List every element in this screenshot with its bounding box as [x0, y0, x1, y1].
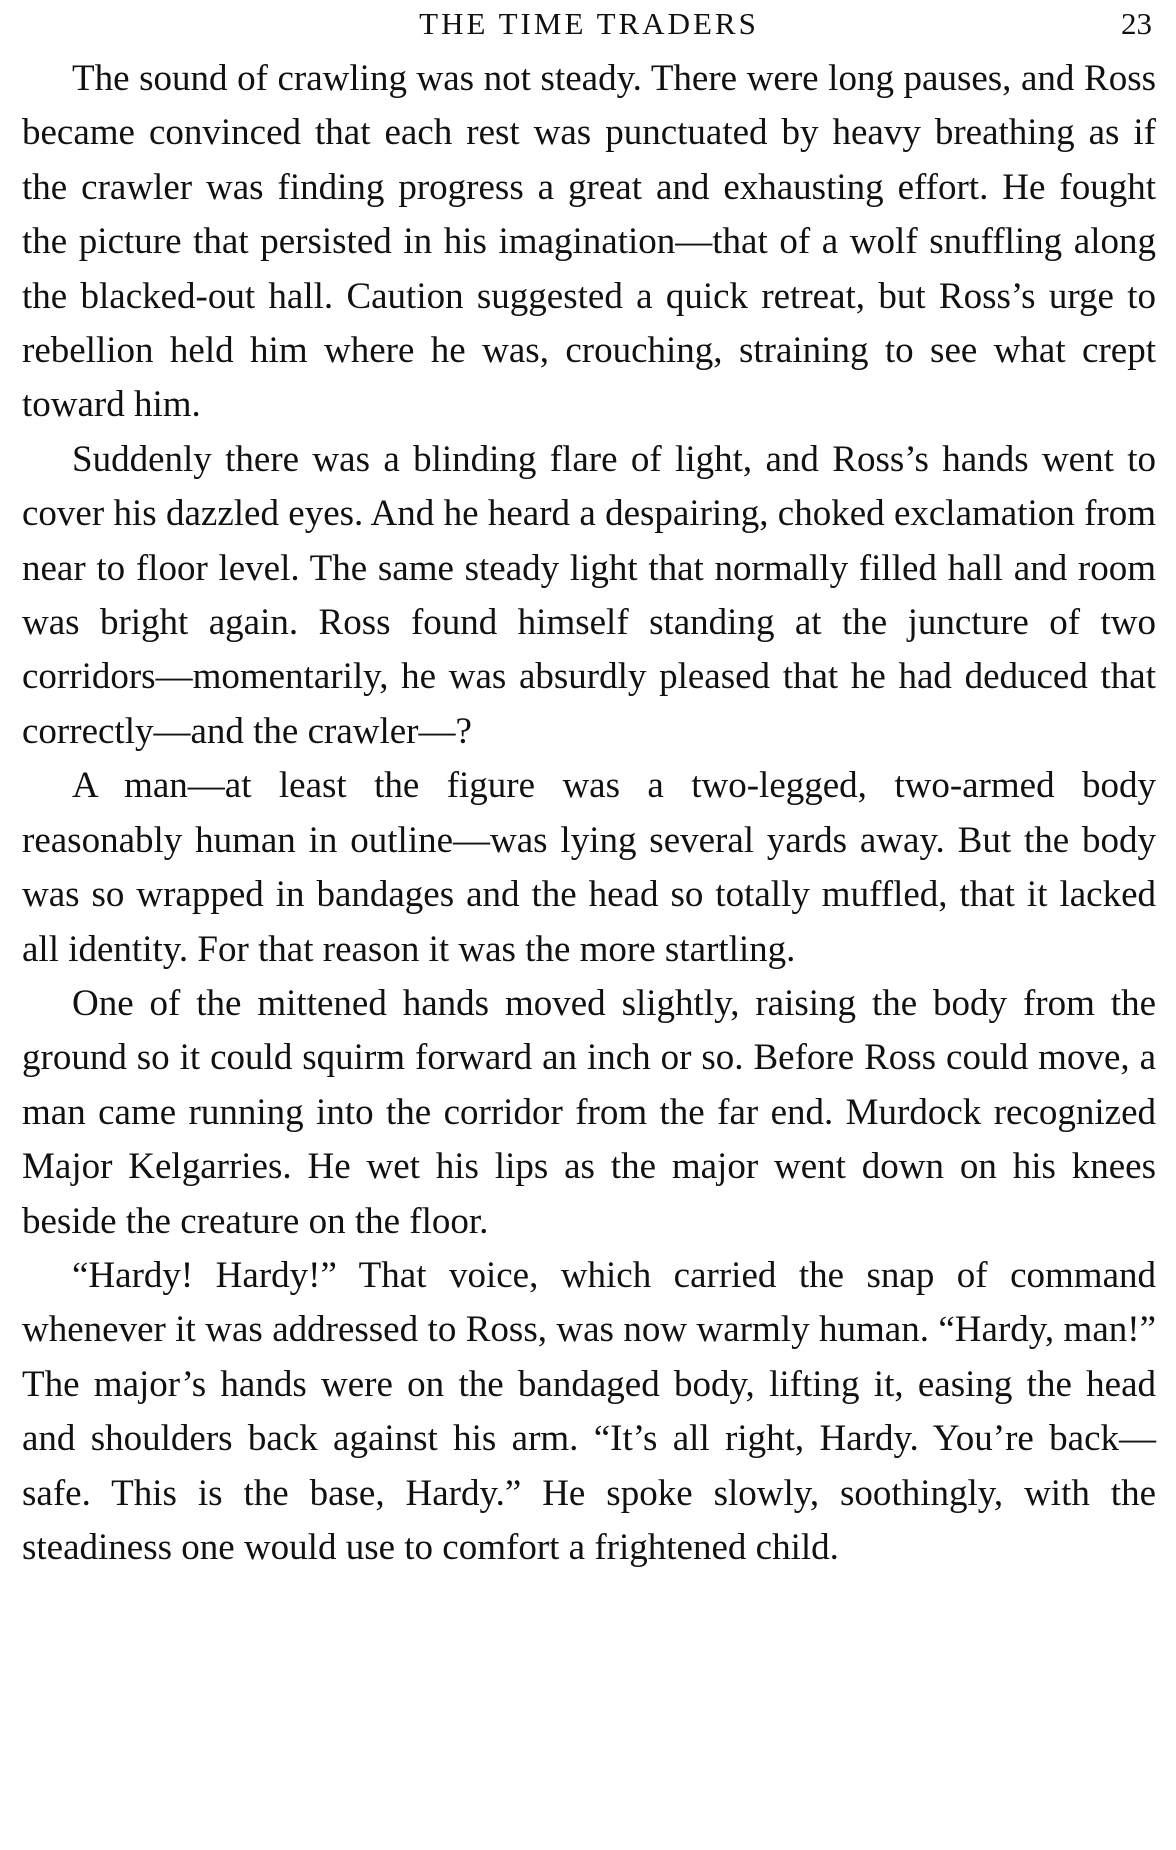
page-number: 23 [1121, 6, 1152, 41]
paragraph-1: The sound of crawling was not steady. There were long pauses, and Ross became convinced that each rest was punctuated by heavy breathing as if the crawler was finding progress a great and exhausting effort. He fought the picture that persisted in his imagination—that of a wolf snuffling along the blacked-out hall. Caution suggested a quick retreat, but Ross’s urge to rebellion held him where he was, crouching, straining to see what crept toward him. [22, 58, 1156, 426]
running-head [22, 4, 1156, 44]
body-text [22, 52, 1156, 1575]
book-title: THE TIME TRADERS [419, 6, 759, 41]
paragraph-5: “Hardy! Hardy!” That voice, which carried the snap of command whenever it was addressed to Ross, was now warmly human. “Hardy, man!” The major’s hands were on the bandaged body, lifting it, easing the head and shoulders back against his arm. “It’s all right, Hardy. You’re back—safe. This is the base, Hardy.” He spoke slowly, soothingly, with the steadiness one would use to comfort a frightened child. [22, 1254, 1156, 1568]
paragraph-3: A man—at least the figure was a two-legged, two-armed body reasonably human in outline—was lying several yards away. But the body was so wrapped in bandages and the head so totally muffled, that it lacked all identity. For that reason it was the more startling. [22, 765, 1156, 970]
paragraph-2: Suddenly there was a blinding flare of light, and Ross’s hands went to cover his dazzled eyes. And he heard a despairing, choked exclamation from near to floor level. The same steady light that normally filled hall and room was bright again. Ross found himself standing at the juncture of two corridors—momentarily, he was absurdly pleased that he had deduced that correctly—and the crawler—? [22, 438, 1156, 752]
paragraph-4: One of the mittened hands moved slightly, raising the body from the ground so it could squirm forward an inch or so. Before Ross could move, a man came running into the corridor from the far end. Murdock recognized Major Kelgarries. He wet his lips as the major went down on his knees beside the creature on the floor. [22, 982, 1156, 1242]
